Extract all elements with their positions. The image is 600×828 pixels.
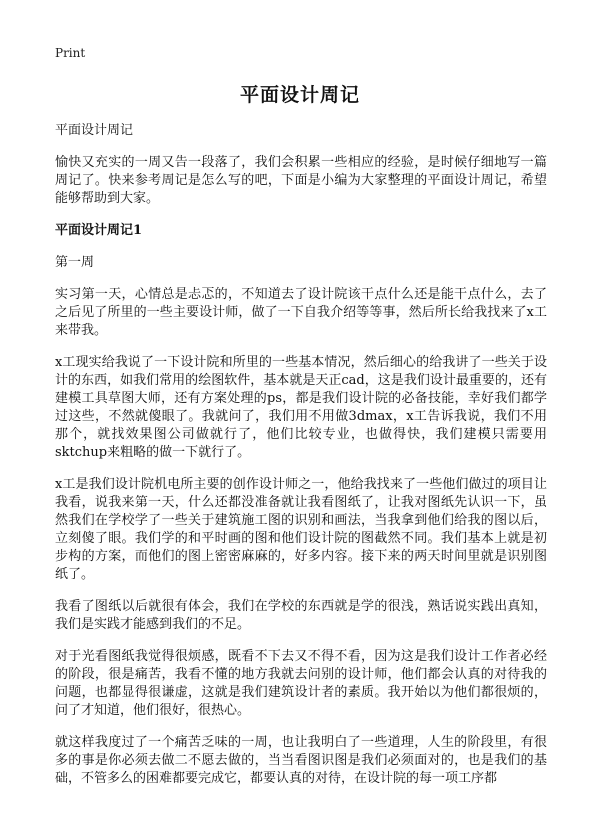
body-paragraph: 就这样我度过了一个痛苦乏味的一周，也让我明白了一些道理，人生的阶段里，有很多的事是你必须去做二不愿去做的，当当看图识图是我们必须面对的，也是我们的基础，不管多么的困难都要完成它，都要认真的对待，在设计院的每一项工序都 xyxy=(55,735,547,786)
document-title: 平面设计周记 xyxy=(239,84,360,106)
week-label: 第一周 xyxy=(55,255,95,270)
body-paragraph: 我看了图纸以后就很有体会，我们在学校的东西就是学的很浅，熟话说实践出真知，我们是实践才能感到我们的不足。 xyxy=(55,599,547,632)
print-link[interactable]: Print xyxy=(55,46,86,60)
document-body xyxy=(55,122,547,802)
body-paragraph: x工现实给我说了一下设计院和所里的一些基本情况，然后细心的给我讲了一些关于设计的东西，如我们常用的绘图软件，基本就是天正cad，这是我们设计最重要的，还有建模工具草图大师，还有方案处理的ps，都是我们设计院的必备技能，幸好我们都学过这些，不然就傻眼了。我就问了，我们用不用做3dmax，x工告诉我说，我们不用那个，就找效果图公司做就行了，他们比较专业，也做得快，我们建模只需要用sktchup来粗略的做一下就行了。 xyxy=(55,355,547,460)
body-paragraph: x工是我们设计院机电所主要的创作设计师之一，他给我找来了一些他们做过的项目让我看，说我来第一天，什么还都没准备就让我看图纸了，让我对图纸先认识一下，虽然我们在学校学了一些关于建筑施工图的识别和画法，当我拿到他们给我的图以后，立刻傻了眼。我们学的和平时画的图和他们设计院的图截然不同。我们基本上就是初步构的方案，而他们的图上密密麻麻的，好多内容。接下来的两天时间里就是识别图纸了。 xyxy=(55,477,547,582)
body-paragraph: 实习第一天，心情总是忐忑的，不知道去了设计院该干点什么还是能干点什么，去了之后见了所里的一些主要设计师，做了一下自我介绍等等事，然后所长给我找来了x工来带我。 xyxy=(55,287,547,338)
body-paragraph: 对于光看图纸我觉得很烦感，既看不下去又不得不看，因为这是我们设计工作者必经的阶段，很是痛苦，我看不懂的地方我就去问别的设计师，他们都会认真的对待我的问题，也都显得很谦虚，这就是我们建筑设计者的素质。我开始以为他们都很烦的，问了才知道，他们很好，很热心。 xyxy=(55,649,547,718)
section-heading: 平面设计周记1 xyxy=(55,223,143,238)
intro-paragraph: 愉快又充实的一周又告一段落了，我们会积累一些相应的经验，是时候仔细地写一篇周记了。快来参考周记是怎么写的吧，下面是小编为大家整理的平面设计周记，希望能够帮助到大家。 xyxy=(55,155,547,206)
intro-heading: 平面设计周记 xyxy=(55,123,134,138)
